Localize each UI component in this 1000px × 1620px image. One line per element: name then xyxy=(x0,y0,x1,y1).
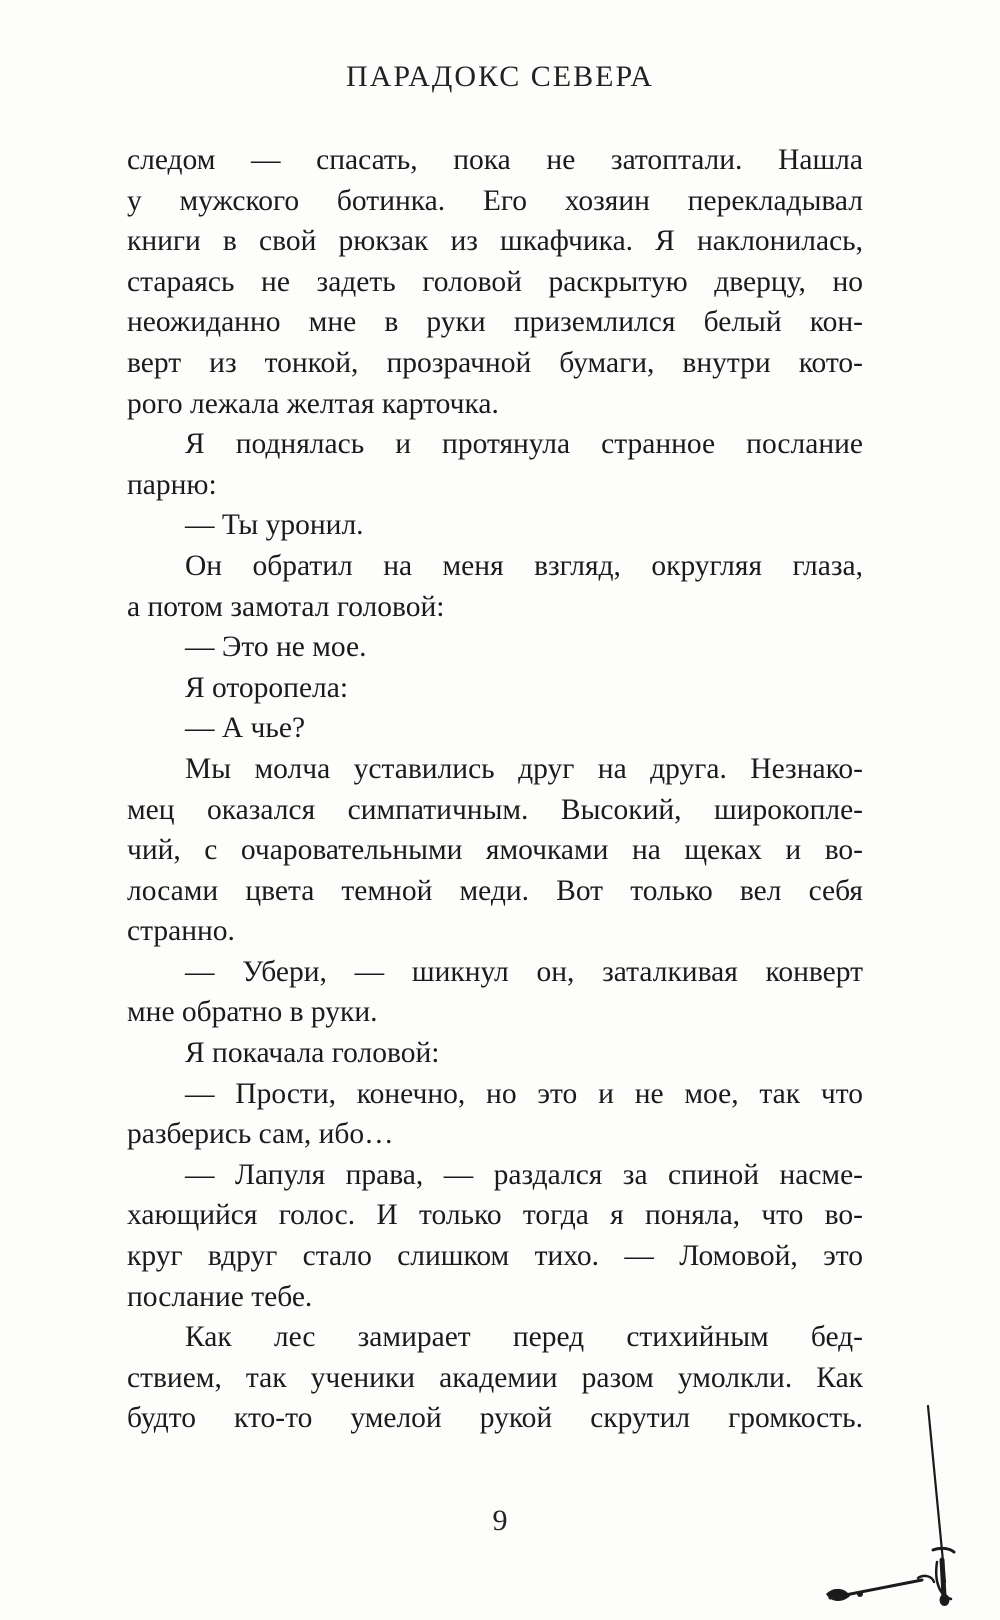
text-line: чий, с очаровательными ямочками на щеках и во- xyxy=(127,834,863,867)
text-line: — Это не мое. xyxy=(185,631,367,664)
text-line: хающийся голос. И только тогда я поняла, что во- xyxy=(127,1199,863,1232)
text-line: — Прости, конечно, но это и не мое, так что xyxy=(185,1077,863,1110)
text-line: неожиданно мне в руки приземлился белый кон- xyxy=(127,306,863,339)
text-line: круг вдруг стало слишком тихо. — Ломовой, это xyxy=(127,1240,863,1273)
text-line: Я оторопела: xyxy=(185,671,349,704)
text-line: — Убери, — шикнул он, заталкивая конверт xyxy=(185,955,863,988)
text-line: верт из тонкой, прозрачной бумаги, внутри кото- xyxy=(127,346,863,379)
sword-icon xyxy=(820,1400,1000,1620)
text-line: будто кто-то умелой рукой скрутил громкость. xyxy=(127,1402,863,1435)
text-line: странно. xyxy=(127,915,235,948)
text-line: мец оказался симпатичным. Высокий, широкопле- xyxy=(127,793,863,826)
text-line: лосами цвета темной меди. Вот только вел себя xyxy=(127,874,863,907)
running-head: ПАРАДОКС СЕВЕРА xyxy=(346,60,654,93)
text-line: парню: xyxy=(127,468,217,501)
text-line: Как лес замирает перед стихийным бед- xyxy=(185,1321,863,1354)
text-line: Он обратил на меня взгляд, округляя глаза, xyxy=(185,549,863,582)
text-line: мне обратно в руки. xyxy=(127,996,378,1029)
text-line: у мужского ботинка. Его хозяин перекладывал xyxy=(127,184,863,217)
body-text xyxy=(127,140,863,1439)
text-line: — Ты уронил. xyxy=(185,509,364,542)
text-line: послание тебе. xyxy=(127,1280,313,1313)
text-line: — А чье? xyxy=(185,712,306,745)
text-line: следом — спасать, пока не затоптали. Нашла xyxy=(127,144,863,176)
text-line: — Лапуля права, — раздался за спиной насме- xyxy=(185,1158,863,1191)
text-line: Мы молча уставились друг на друга. Незнако- xyxy=(185,752,863,785)
text-line: разберись сам, ибо… xyxy=(127,1118,394,1151)
page-number: 9 xyxy=(492,1504,508,1537)
text-line: а потом замотал головой: xyxy=(127,590,445,623)
text-line: книги в свой рюкзак из шкафчика. Я наклонилась, xyxy=(127,225,863,258)
text-line: Я покачала головой: xyxy=(185,1037,440,1070)
text-line: рого лежала желтая карточка. xyxy=(127,387,499,420)
text-line: ствием, так ученики академии разом умолкли. Как xyxy=(127,1361,863,1394)
text-line: Я поднялась и протянула странное послание xyxy=(185,428,863,461)
text-line: стараясь не задеть головой раскрытую дверцу, но xyxy=(127,265,863,298)
